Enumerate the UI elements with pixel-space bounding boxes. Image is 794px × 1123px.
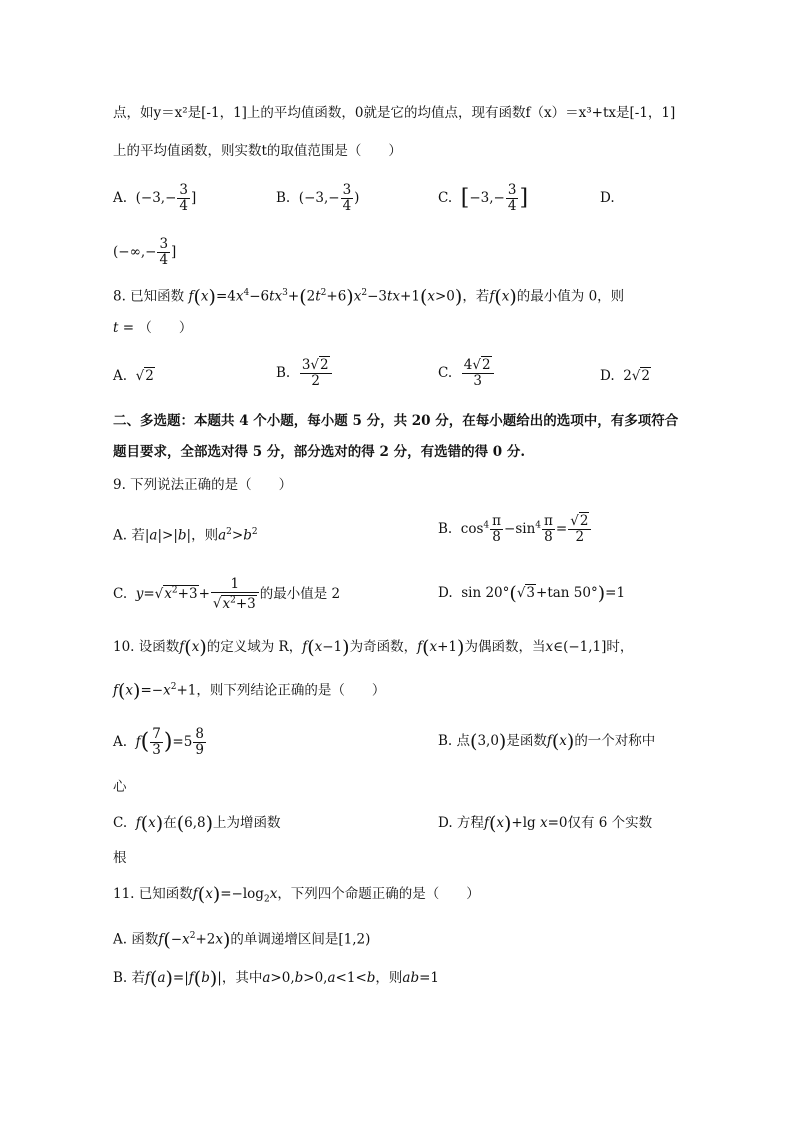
q8-stem-line1: 8. 已知函数 $f(x)=4x^4-6tx^3+(2t^2+6)x^2-3tx+1(x>0)$，若f(x)的最小值为 0，则 [113, 286, 625, 308]
q10-option-d[interactable]: D. 方程f(x)+lg x=0仅有 6 个实数 [438, 812, 653, 835]
q9-stem: 9. 下列说法正确的是（ ） [113, 477, 293, 493]
q7-option-d-value: (−∞,− $\frac{3}{4}$ ] [113, 236, 177, 268]
q8-option-a[interactable]: A. √2 [113, 368, 154, 384]
q9-option-c[interactable]: C. $y=√x^2+3+$ $\frac{1}{√x^2+3}$ 的最小值是 2 [113, 576, 341, 612]
q10-option-c[interactable]: C. f(x)在(6,8)上为增函数 [113, 812, 281, 835]
q9-option-d[interactable]: D. sin 20°(√3+tan 50°)=1 [438, 582, 626, 605]
section2-heading-line2: 题目要求，全部选对得 5 分，部分选对的得 2 分，有选错的得 0 分. [113, 444, 526, 460]
q7-line1: 点，如y＝x²是[-1，1]上的平均值函数，0就是它的均值点，现有函数f（x）＝x³+tx是[-1，1] [113, 105, 676, 121]
section2-heading-line1: 二、多选题：本题共 4 个小题，每小题 5 分，共 20 分，在每小题给出的选项中，有多项符合 [113, 413, 679, 429]
q7-option-a[interactable]: A. (−3,− $\frac{3}{4}$ ] [113, 182, 197, 214]
q11-option-b[interactable]: B. 若f(a)=|f(b)|，其中a>0,b>0,a<1<b，则ab=1 [113, 967, 440, 990]
q7-option-d-label[interactable]: D. [600, 190, 615, 206]
q8-stem-line2: t = （ ） [113, 320, 193, 336]
q11-option-a[interactable]: A. 函数$f(-x^2+2x)$的单调递增区间是[1,2) [113, 929, 371, 951]
q7-option-b[interactable]: B. (−3,− $\frac{3}{4}$ ) [276, 182, 360, 214]
q8-option-b[interactable]: B. $\frac{3√2}{2}$ [276, 358, 333, 389]
q10-option-b-wrap: 心 [113, 779, 127, 795]
q10-stem-line1: 10. 设函数f(x)的定义域为 R，f(x−1)为奇函数，f(x+1)为偶函数，当x∈(−1,1]时， [113, 636, 634, 659]
q11-stem: 11. 已知函数$f(x)=-\log_2x$，下列四个命题正确的是（ ） [113, 883, 480, 906]
q10-option-b[interactable]: B. 点(3,0)是函数f(x)的一个对称中 [438, 730, 656, 753]
q7-line2: 上的平均值函数，则实数t的取值范围是（ ） [113, 143, 402, 159]
q10-option-d-wrap: 根 [113, 850, 127, 866]
q7-option-c[interactable]: C. [−3,− $\frac{3}{4}$ ] [438, 182, 529, 214]
q9-option-a[interactable]: A. 若|a|>|b|，则$a^2>b^2$ [113, 527, 258, 544]
q10-stem-line2: $f(x)=-x^2+1$，则下列结论正确的是（ ） [113, 680, 386, 702]
q8-option-c[interactable]: C. $\frac{4√2}{3}$ [438, 358, 495, 389]
q10-option-a[interactable]: A. f( $\frac{7}{3}$ )=5 $\frac{8}{9}$ [113, 726, 204, 758]
q9-option-b[interactable]: B. $\cos^4$ $\frac{\pi}{8}$ $-\sin^4$ $\frac{\pi}{8}$ = $\frac{√2}{2}$ [438, 514, 592, 545]
q8-option-d[interactable]: D. 2√2 [600, 368, 651, 384]
